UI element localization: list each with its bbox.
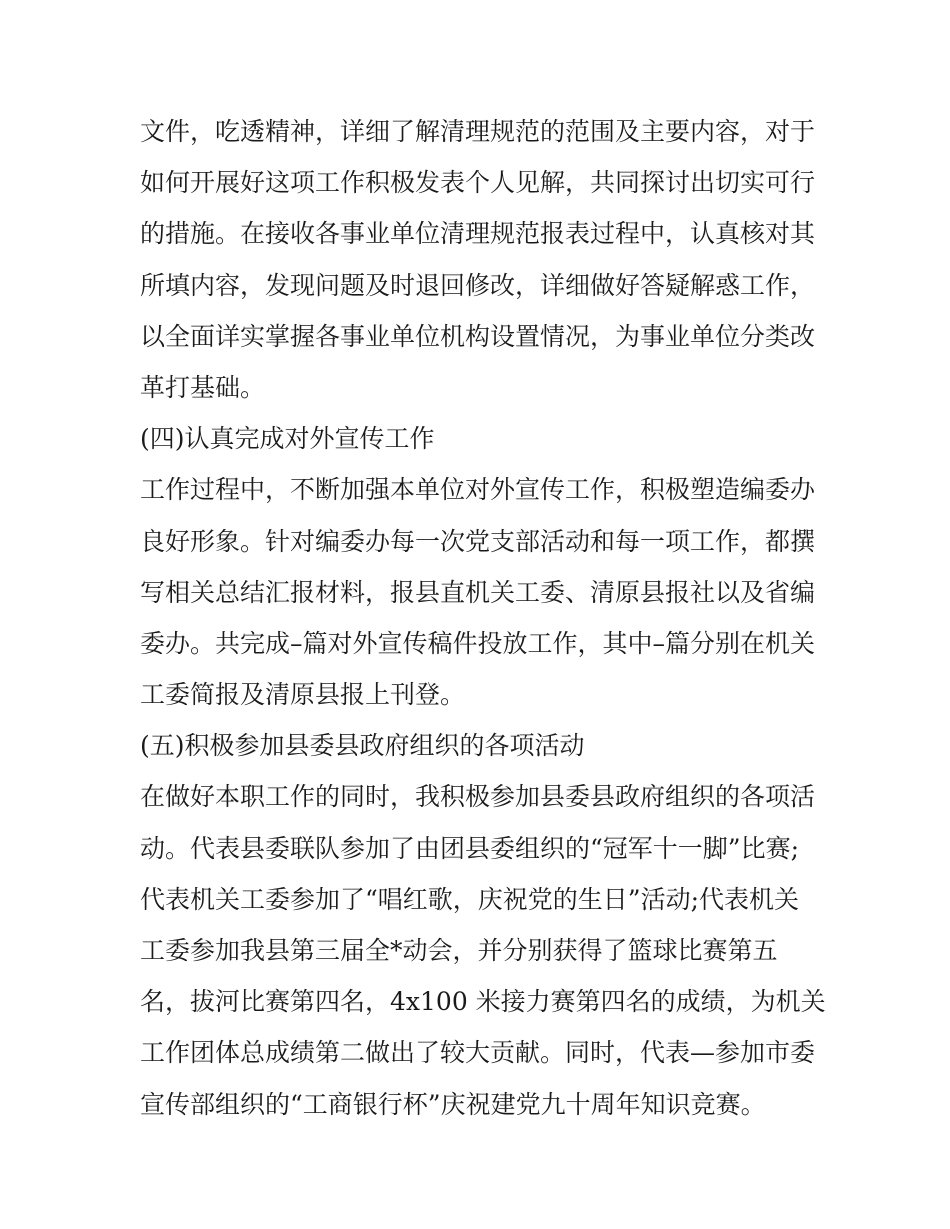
text-line: 如何开展好这项工作积极发表个人见解，共同探讨出切实可行 [140,168,816,198]
section-heading: (五)积极参加县委县政府组织的各项活动 [140,731,585,761]
text-line: 工作过程中，不断加强本单位对外宣传工作，积极塑造编委办 [140,475,816,505]
text-line: 在做好本职工作的同时，我积极参加县委县政府组织的各项活 [140,782,816,812]
section-heading: (四)认真完成对外宣传工作 [140,424,435,454]
text-line: 工委简报及清原县报上刊登。 [140,680,466,710]
text-line: 良好形象。针对编委办每一次党支部活动和每一项工作，都撰 [140,526,816,556]
text-line: 名，拔河比赛第四名，4x100 米接力赛第四名的成绩，为机关 [140,987,826,1017]
text-line: 的措施。在接收各事业单位清理规范报表过程中，认真核对其 [140,219,816,249]
text-line: 工委参加我县第三届全*动会，并分别获得了篮球比赛第五 [140,936,778,965]
text-line: 写相关总结汇报材料，报县直机关工委、清原县报社以及省编 [140,577,816,607]
text-line: 工作团体总成绩第二做出了较大贡献。同时，代表—参加市委 [140,1038,816,1068]
text-line: 所填内容，发现问题及时退回修改，详细做好答疑解惑工作， [140,270,816,300]
text-line: 革打基础。 [140,372,266,402]
text-line: 以全面详实掌握各事业单位机构设置情况，为事业单位分类改 [140,321,816,351]
text-line: 委办。共完成–篇对外宣传稿件投放工作，其中–篇分别在机关 [140,628,816,658]
text-line: 文件，吃透精神，详细了解清理规范的范围及主要内容，对于 [140,117,816,146]
text-line: 宣传部组织的“工商银行杯”庆祝建党九十周年知识竞赛。 [140,1089,766,1119]
document-body [140,106,830,1130]
text-line: 动。代表县委联队参加了由团县委组织的“冠军十一脚”比赛; [140,833,799,863]
text-line: 代表机关工委参加了“唱红歌，庆祝党的生日”活动;代表机关 [140,884,799,914]
